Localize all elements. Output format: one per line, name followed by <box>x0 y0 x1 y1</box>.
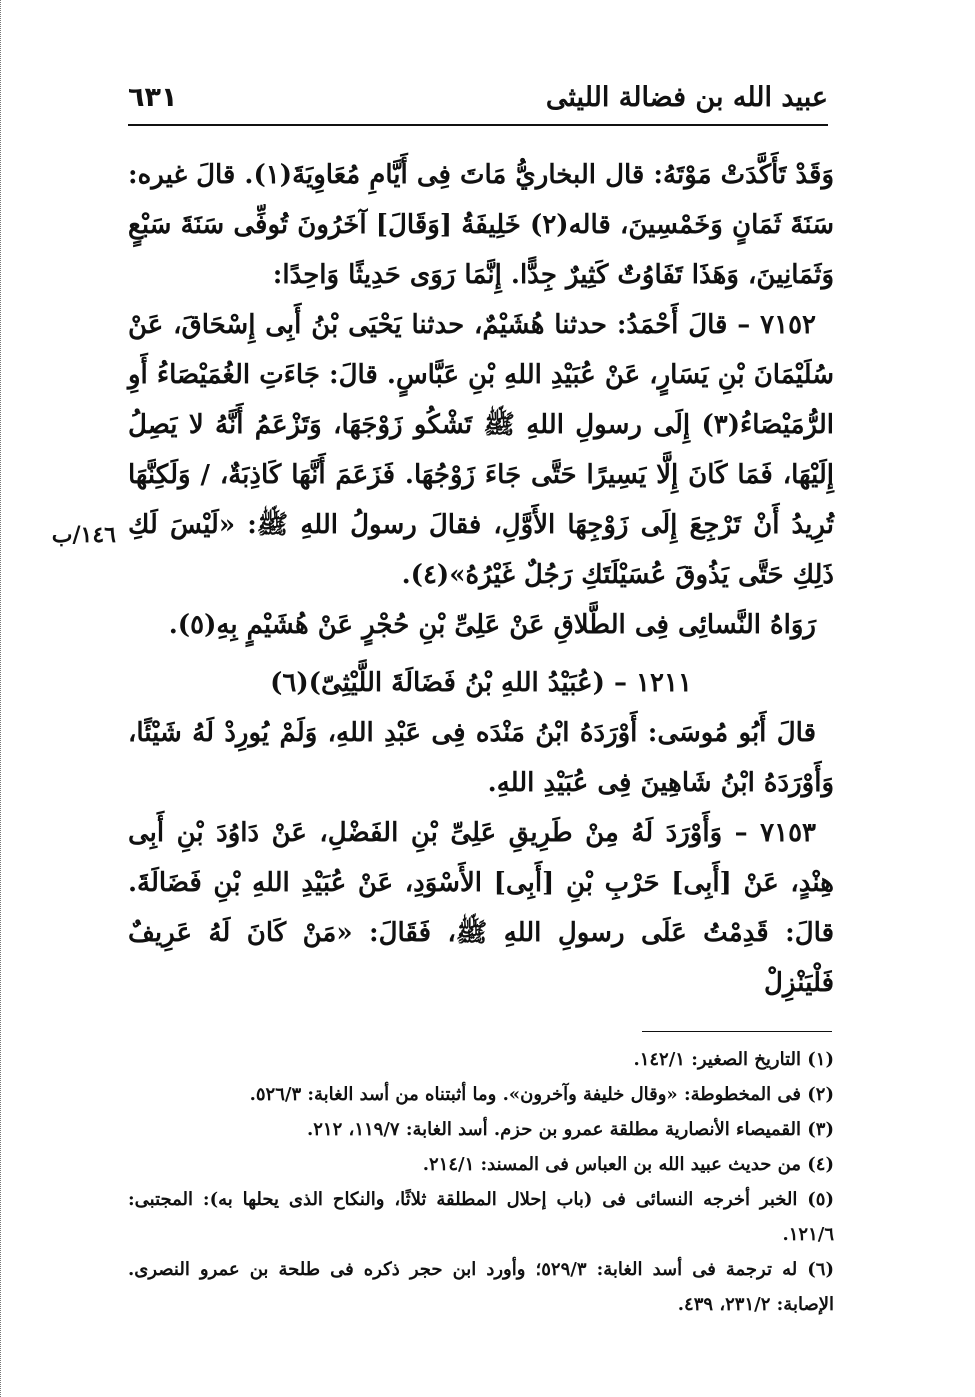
text-line: إِسْحَاقَ، عَنْ سُلَيْمَانَ بْنِ يَسَارٍ، عَنْ عُبَيْدِ اللهِ بْنِ عَبَّاسٍ. قالَ: جَاءَتِ <box>128 310 834 390</box>
main-text <box>128 150 834 1008</box>
footnote-2: (٢) فى المخطوطة: «وقال خليفة وآخرون». وما أثبتناه من أسد الغابة: ٥٢٦/٣. <box>249 1084 834 1105</box>
text-line: وَقَدْ تَأَكَّدَتْ مَوْتَهُ: قال البخاريُّ مَاتَ فِى أَيَّامِ مُعَاوِيَةَ(١). قالَ <box>196 160 835 190</box>
paragraph-abu-musa <box>128 708 834 808</box>
margin-folio-note: ١٤٦/ب <box>51 522 116 548</box>
footnote-4: (٤) من حديث عبيد الله بن العباس فى المسند: ٢١٤/١. <box>422 1154 834 1175</box>
text-line: هِنْدٍ، عَنْ [أَبِى] حَرْبِ بْنِ [أَبِى] الأَسْوَدِ، عَنْ عُبَيْدِ اللهِ بْنِ فَضَالَةَ. <box>128 868 834 898</box>
footnote-6: (٦) له ترجمة فى أسد الغابة: ٥٢٩/٣؛ وأورد ابن حجر ذكره فى طلحة بن عمرو النصرى. الإصابة: ٢٣١/٢، ٤٣٩. <box>128 1259 834 1315</box>
text-line: لا يَصِلُ إِلَيْهَا، فَمَا كَانَ إِلَّا يَسِيرًا حَتَّى جَاءَ زَوْجُهَا. فَزَعَمَ أَنَّهَا <box>128 410 834 490</box>
header-rule <box>128 124 828 126</box>
text-line: الغُمَيْصَاءُ أَوِ الرُّمَيْصَاءُ(٣) إِلَى رسولِ اللهِ ﷺ تَشْكُو زَوْجَهَا، وَتَزْعَمُ أَنَّهُ <box>128 360 834 440</box>
footnote-rule <box>642 1031 832 1032</box>
footnote-5: (٥) الخبر أخرجه النسائى فى (باب إحلال المطلقة ثلاثًا، والنكاح الذى يحلها به): المجتبى: ١٢١/٦. <box>128 1189 834 1245</box>
text-line: ٧١٥٣ – وَأَوْرَدَ لَهُ مِنْ طَرِيقِ عَلِىِّ بْنِ الفَضْلِ، عَنْ دَاوُدَ بْنِ أَبِى <box>128 818 816 848</box>
text-line: وَأَوْرَدَهُ ابْنُ شَاهِينَ فِى عُبَيْدِ اللهِ. <box>487 768 834 798</box>
header-title: عبيد الله بن فضالة الليثى <box>545 81 828 113</box>
text-line: قالَ: قَدِمْتُ عَلَى رسولِ اللهِ ﷺ، فَقَالَ: «مَنْ كَانَ لَهُ عَرِيفٌ فَلْيَنْزِلْ <box>128 918 834 998</box>
paragraph-death-date <box>128 150 834 300</box>
text-line: غيره: سَنَةَ ثَمَانٍ وَخَمْسِينَ، قاله(٢) خَلِيفَةُ [وَقَالَ] آخَرُونَ تُوفِّى سَنَةَ <box>128 160 834 240</box>
text-line: كَاذِبَةٌ، / وَلَكِنَّهَا تُرِيدُ أَنْ تَرْجِعَ إِلَى زَوْجِهَا الأَوَّلِ، فقالَ رسولُ اللهِ <box>128 460 834 540</box>
text-line: قالَ أَبُو مُوسَى: أَوْرَدَهُ ابْنُ مَنْدَه فِى عَبْدِ اللهِ، وَلَمْ يُورِدْ لَهُ شَيْئًا، <box>128 718 816 748</box>
footnote-3: (٣) القميصاء الأنصارية مطلقة عمرو بن حزم. أسد الغابة: ١١٩/٧، ٢١٢. <box>306 1119 834 1140</box>
page-number: ٦٣١ <box>128 81 178 113</box>
hadith-7152 <box>128 300 834 600</box>
footnotes <box>128 1042 834 1322</box>
footnote-1: (١) التاريخ الصغير: ١٤٢/١. <box>633 1049 834 1070</box>
entry-heading: ١٢١١ – (عُبَيْدُ اللهِ بْنُ فَضَالَةَ اللَّيْثِىّ)(٦) <box>270 668 692 698</box>
scan-edge <box>0 0 3 1397</box>
running-header <box>128 74 828 120</box>
text-line: ﷺ: «لَيْسَ لَكِ ذَلِكِ حَتَّى يَذُوقَ عُسَيْلَتَكِ رَجُلٌ غَيْرُهُ»(٤). <box>128 510 834 590</box>
hadith-7153 <box>128 808 834 1008</box>
text-line: ٧١٥٢ – قالَ أَحْمَدُ: حدثنا هُشَيْمٌ، حدثنا يَحْيَى بْنُ أَبِى <box>265 310 816 340</box>
text-line: سَبْعٍ وَثَمَانِينَ، وَهَذَا تَفَاوُتٌ كَثِيرٌ جِدًّا. إِنَّمَا رَوَى حَدِيثًا وَاحِدًا: <box>128 210 834 290</box>
narration-note: رَوَاهُ النَّسائِى فِى الطَّلاقِ عَنْ عَلِىِّ بْنِ حُجْرٍ عَنْ هُشَيْمٍ بِهِ(٥). <box>168 610 816 640</box>
